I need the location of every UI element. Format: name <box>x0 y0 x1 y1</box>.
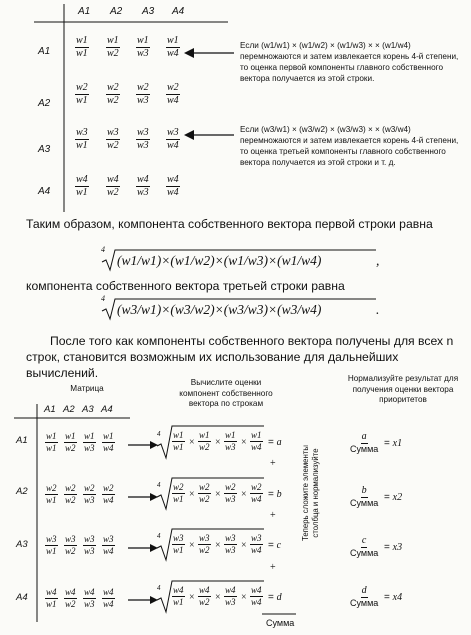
normalized-x2: = x2 <box>384 492 403 503</box>
paragraph-2: компонента собственного вектора третьей строки равна <box>26 279 345 293</box>
normalized-x3: = x3 <box>384 542 403 553</box>
result-c: = c <box>268 540 282 551</box>
diagram-row-a4: A4 <box>16 592 28 603</box>
times-sign: × <box>215 489 221 500</box>
diagram-row-a2: A2 <box>16 486 28 497</box>
times-sign: × <box>189 489 195 500</box>
note-row-3: Если (w3/w1) × (w3/w2) × (w3/w3) × × (w3/w4) перемножаются и затем извлекается корень 4-й степени, то оценка третьей компоненты главного собственного вектора получается из этой строки и т. д. <box>240 125 459 167</box>
header-normalize: Нормализуйте результат для получения оценки вектора приоритетов <box>347 374 459 404</box>
header-estimate: Вычислите оценки компонент собственного вектора по строкам <box>179 378 273 408</box>
diagram-matrix-cell: $\frac{w2}{w4}$ <box>103 483 114 505</box>
result-a: = a <box>268 437 282 448</box>
times-sign: × <box>241 489 247 500</box>
normalize-row-2: b Сумма <box>350 485 379 508</box>
root-factor: $\frac{w1}{w1}$ <box>173 430 184 452</box>
matrix-cell: $\frac{w3}{w2}$ <box>107 127 119 151</box>
matrix-cell: $\frac{w4}{w1}$ <box>76 174 88 198</box>
diagram-col-a1: A1 <box>44 404 56 415</box>
paragraph-1: Таким образом, компонента собственного вектора первой строки равна <box>26 217 433 231</box>
plus-sign: + <box>270 562 276 573</box>
diagram-col-a2: A2 <box>63 404 75 415</box>
row-header-a2: A2 <box>38 98 51 109</box>
matrix-cell: $\frac{w3}{w4}$ <box>167 127 179 151</box>
times-sign: × <box>215 592 221 603</box>
diagram-row-a1: A1 <box>16 435 28 446</box>
matrix-cell: $\frac{w2}{w2}$ <box>107 82 119 106</box>
root-factor: $\frac{w3}{w1}$ <box>173 533 184 555</box>
root-index: 4 <box>157 584 161 592</box>
root-factor: $\frac{w2}{w3}$ <box>225 482 236 504</box>
diagram-matrix-cell: $\frac{w4}{w2}$ <box>65 587 76 609</box>
plus-sign: + <box>270 458 276 469</box>
diagram-matrix-cell: $\frac{w3}{w2}$ <box>65 534 76 556</box>
root-factor: $\frac{w1}{w2}$ <box>199 430 210 452</box>
root-factor: $\frac{w1}{w3}$ <box>225 430 236 452</box>
matrix-cell: $\frac{w4}{w2}$ <box>107 174 119 198</box>
root-index: 4 <box>157 481 161 489</box>
formula-comma: , <box>376 253 380 268</box>
header-matrix: Матрица <box>70 384 104 393</box>
normalized-x1: = x1 <box>384 438 403 449</box>
diagram-matrix-cell: $\frac{w2}{w2}$ <box>65 483 76 505</box>
normalized-x4: = x4 <box>384 592 403 603</box>
diagram-matrix-cell: $\frac{w3}{w1}$ <box>46 534 57 556</box>
matrix-cell: $\frac{w4}{w3}$ <box>137 174 149 198</box>
result-d: = d <box>268 592 282 603</box>
times-sign: × <box>241 540 247 551</box>
sum-label: Сумма <box>266 618 295 628</box>
result-b: = b <box>268 489 282 500</box>
note-row-1: Если (w1/w1) × (w1/w2) × (w1/w3) × × (w1/w4) перемножаются и затем извлекается корень 4-й степени, то оценка первой компоненты главного собственного вектора получается из этой строки. <box>240 41 459 83</box>
matrix-cell: $\frac{w3}{w1}$ <box>76 127 88 151</box>
diagram-matrix-cell: $\frac{w4}{w4}$ <box>103 587 114 609</box>
matrix-cell: $\frac{w1}{w3}$ <box>137 35 149 59</box>
root-factor: $\frac{w2}{w1}$ <box>173 482 184 504</box>
diagram-matrix-cell: $\frac{w4}{w1}$ <box>46 587 57 609</box>
normalize-row-3: c Сумма <box>350 535 379 558</box>
times-sign: × <box>189 540 195 551</box>
row-header-a4: A4 <box>38 186 51 197</box>
diagram-matrix-cell: $\frac{w3}{w4}$ <box>103 534 114 556</box>
root-factor: $\frac{w4}{w2}$ <box>199 585 210 607</box>
diagram-matrix-cell: $\frac{w1}{w2}$ <box>65 431 76 453</box>
matrix-cell: $\frac{w2}{w3}$ <box>137 82 149 106</box>
matrix-cell: $\frac{w1}{w2}$ <box>107 35 119 59</box>
root-factor: $\frac{w3}{w4}$ <box>251 533 262 555</box>
diagram-matrix-cell: $\frac{w1}{w4}$ <box>103 431 114 453</box>
paragraph-3: После того как компоненты собственного вектора получены для всех n строк, становится возможным их использование для дальнейших вычислений. <box>26 334 454 380</box>
root-factor: $\frac{w3}{w3}$ <box>225 533 236 555</box>
col-header-a3: A3 <box>142 6 155 17</box>
col-header-a2: A2 <box>110 6 123 17</box>
matrix-cell: $\frac{w3}{w3}$ <box>137 127 149 151</box>
matrix-cell: $\frac{w2}{w4}$ <box>167 82 179 106</box>
root-index: 4 <box>157 430 161 438</box>
times-sign: × <box>241 592 247 603</box>
times-sign: × <box>189 592 195 603</box>
normalize-row-4: d Сумма <box>350 585 379 608</box>
matrix-cell: $\frac{w1}{w1}$ <box>76 35 88 59</box>
diagram-row-a3: A3 <box>16 539 28 550</box>
diagram-matrix-cell: $\frac{w4}{w3}$ <box>84 587 95 609</box>
root-factor: $\frac{w2}{w4}$ <box>251 482 262 504</box>
matrix-cell: $\frac{w1}{w4}$ <box>167 35 179 59</box>
vertical-note: Теперь сложите элементы столбца и нормализуйте <box>301 445 320 541</box>
root-index-2: 4 <box>101 294 105 303</box>
root-factor: $\frac{w4}{w4}$ <box>251 585 262 607</box>
col-header-a1: A1 <box>78 6 91 17</box>
times-sign: × <box>215 540 221 551</box>
plus-sign: + <box>270 510 276 521</box>
root-factor: $\frac{w2}{w2}$ <box>199 482 210 504</box>
root-factor: $\frac{w4}{w1}$ <box>173 585 184 607</box>
matrix-cell: $\frac{w4}{w4}$ <box>167 174 179 198</box>
col-header-a4: A4 <box>172 6 185 17</box>
diagram-col-a3: A3 <box>82 404 94 415</box>
formula-row-3: (w3/w1)×(w3/w2)×(w3/w3)×(w3/w4) <box>117 302 322 317</box>
matrix-cell: $\frac{w2}{w1}$ <box>76 82 88 106</box>
formula-row-1: (w1/w1)×(w1/w2)×(w1/w3)×(w1/w4) <box>117 253 322 268</box>
diagram-col-a4: A4 <box>101 404 113 415</box>
root-factor: $\frac{w4}{w3}$ <box>225 585 236 607</box>
times-sign: × <box>215 437 221 448</box>
diagram-matrix-cell: $\frac{w3}{w3}$ <box>84 534 95 556</box>
times-sign: × <box>189 437 195 448</box>
root-index: 4 <box>157 532 161 540</box>
normalize-row-1: a Сумма <box>350 431 379 454</box>
root-factor: $\frac{w3}{w2}$ <box>199 533 210 555</box>
root-factor: $\frac{w1}{w4}$ <box>251 430 262 452</box>
diagram-matrix-cell: $\frac{w1}{w3}$ <box>84 431 95 453</box>
formula-period: . <box>376 302 380 317</box>
row-header-a1: A1 <box>38 46 51 57</box>
diagram-matrix-cell: $\frac{w2}{w3}$ <box>84 483 95 505</box>
row-header-a3: A3 <box>38 144 51 155</box>
times-sign: × <box>241 437 247 448</box>
diagram-matrix-cell: $\frac{w1}{w1}$ <box>46 431 57 453</box>
root-index-1: 4 <box>101 245 105 254</box>
diagram-matrix-cell: $\frac{w2}{w1}$ <box>46 483 57 505</box>
